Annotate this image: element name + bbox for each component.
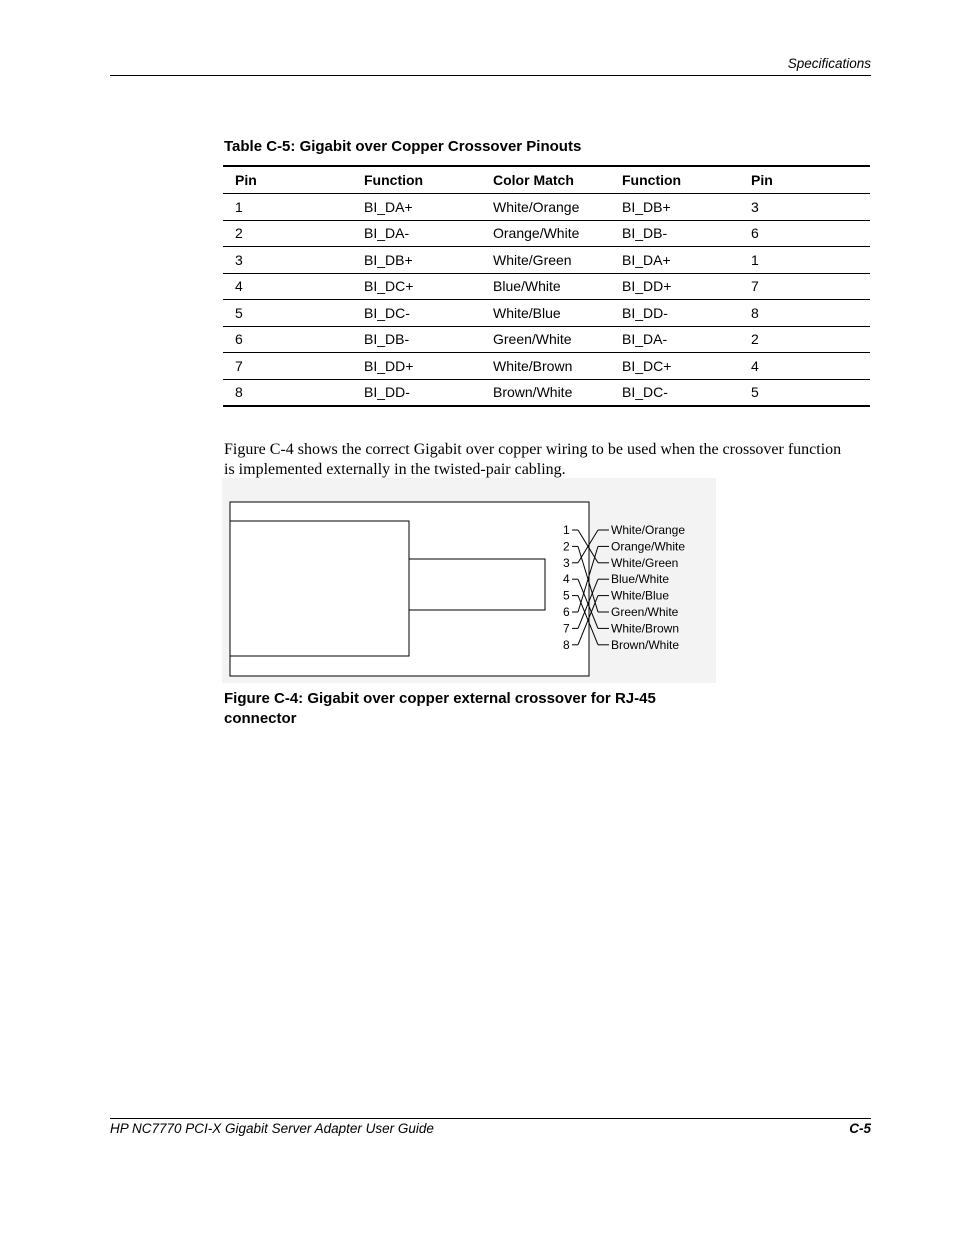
cell-color-match: Green/White	[481, 326, 610, 353]
cell-color-match: White/Blue	[481, 300, 610, 327]
crossover-figure	[222, 478, 716, 683]
cell-pin-crossed: 7	[739, 273, 870, 300]
cell-function: BI_DC+	[352, 273, 481, 300]
pin-number: 5	[563, 588, 570, 603]
header-color-match: Color Match	[481, 166, 610, 194]
wire-color-label: White/Blue	[611, 588, 670, 603]
page-header	[110, 55, 871, 76]
page-footer	[110, 1118, 871, 1136]
crossover-diagram	[222, 478, 716, 683]
cell-color-match: Orange/White	[481, 220, 610, 247]
footer-page-number: C-5	[849, 1121, 871, 1136]
wire-color-label: Green/White	[611, 605, 679, 619]
header-pin: Pin	[223, 166, 352, 194]
pin-number: 7	[563, 621, 570, 636]
cell-function: BI_DB+	[352, 247, 481, 274]
cell-function-crossed: BI_DC+	[610, 353, 739, 380]
cell-color-match: Blue/White	[481, 273, 610, 300]
pinout-table	[223, 165, 870, 407]
pin-number: 1	[563, 523, 570, 537]
cell-pin-crossed: 1	[739, 247, 870, 274]
footer-guide-title: HP NC7770 PCI-X Gigabit Server Adapter User Guide	[110, 1121, 434, 1136]
cell-pin: 8	[223, 379, 352, 406]
rj45-connector	[409, 559, 545, 610]
cell-pin-crossed: 4	[739, 353, 870, 380]
cell-color-match: White/Brown	[481, 353, 610, 380]
cell-pin-crossed: 8	[739, 300, 870, 327]
cell-pin: 4	[223, 273, 352, 300]
cell-pin-crossed: 6	[739, 220, 870, 247]
cell-pin: 2	[223, 220, 352, 247]
adapter-block	[230, 521, 409, 656]
cell-function: BI_DD-	[352, 379, 481, 406]
table-row	[223, 326, 870, 353]
pin-number: 3	[563, 555, 570, 570]
cell-pin-crossed: 2	[739, 326, 870, 353]
cell-pin: 1	[223, 194, 352, 221]
cell-color-match: Brown/White	[481, 379, 610, 406]
pin-number: 6	[563, 605, 570, 619]
cell-function: BI_DB-	[352, 326, 481, 353]
cell-function: BI_DD+	[352, 353, 481, 380]
table-row	[223, 220, 870, 247]
table-row	[223, 353, 870, 380]
cell-pin: 7	[223, 353, 352, 380]
header-section-title: Specifications	[787, 56, 871, 71]
wire-color-label: White/Green	[611, 555, 679, 570]
cell-function: BI_DC-	[352, 300, 481, 327]
header-function: Function	[352, 166, 481, 194]
wire-color-label: White/Brown	[611, 621, 680, 636]
table-row	[223, 247, 870, 274]
table-row	[223, 379, 870, 406]
cell-function: BI_DA-	[352, 220, 481, 247]
cell-function-crossed: BI_DC-	[610, 379, 739, 406]
cell-function-crossed: BI_DA-	[610, 326, 739, 353]
table-row	[223, 194, 870, 221]
cell-color-match: White/Green	[481, 247, 610, 274]
pin-number: 4	[563, 572, 570, 587]
cell-function-crossed: BI_DB-	[610, 220, 739, 247]
table-header-row	[223, 166, 870, 194]
pin-number: 8	[563, 637, 570, 652]
table-row	[223, 273, 870, 300]
table-row	[223, 300, 870, 327]
cell-pin-crossed: 5	[739, 379, 870, 406]
cell-function-crossed: BI_DD+	[610, 273, 739, 300]
cell-pin: 5	[223, 300, 352, 327]
cell-color-match: White/Orange	[481, 194, 610, 221]
wire-label-group	[611, 523, 685, 652]
figure-caption: Figure C-4: Gigabit over copper external crossover for RJ-45 connector	[224, 690, 656, 727]
body-paragraph: Figure C-4 shows the correct Gigabit over copper wiring to be used when the crossover function is implemented externally in the twisted-pair cabling.	[224, 441, 842, 478]
cell-pin-crossed: 3	[739, 194, 870, 221]
cell-function-crossed: BI_DD-	[610, 300, 739, 327]
wire-color-label: Brown/White	[611, 637, 680, 652]
header-pin-crossed: Pin	[739, 166, 870, 194]
pin-number: 2	[563, 539, 570, 554]
header-function-crossed: Function	[610, 166, 739, 194]
wire-color-label: Orange/White	[611, 539, 686, 554]
cell-pin: 3	[223, 247, 352, 274]
table-caption: Table C-5: Gigabit over Copper Crossover Pinouts	[224, 138, 582, 155]
cell-function: BI_DA+	[352, 194, 481, 221]
wire-color-label: Blue/White	[611, 572, 670, 587]
cell-pin: 6	[223, 326, 352, 353]
wire-color-label: White/Orange	[611, 523, 686, 537]
cell-function-crossed: BI_DA+	[610, 247, 739, 274]
cell-function-crossed: BI_DB+	[610, 194, 739, 221]
